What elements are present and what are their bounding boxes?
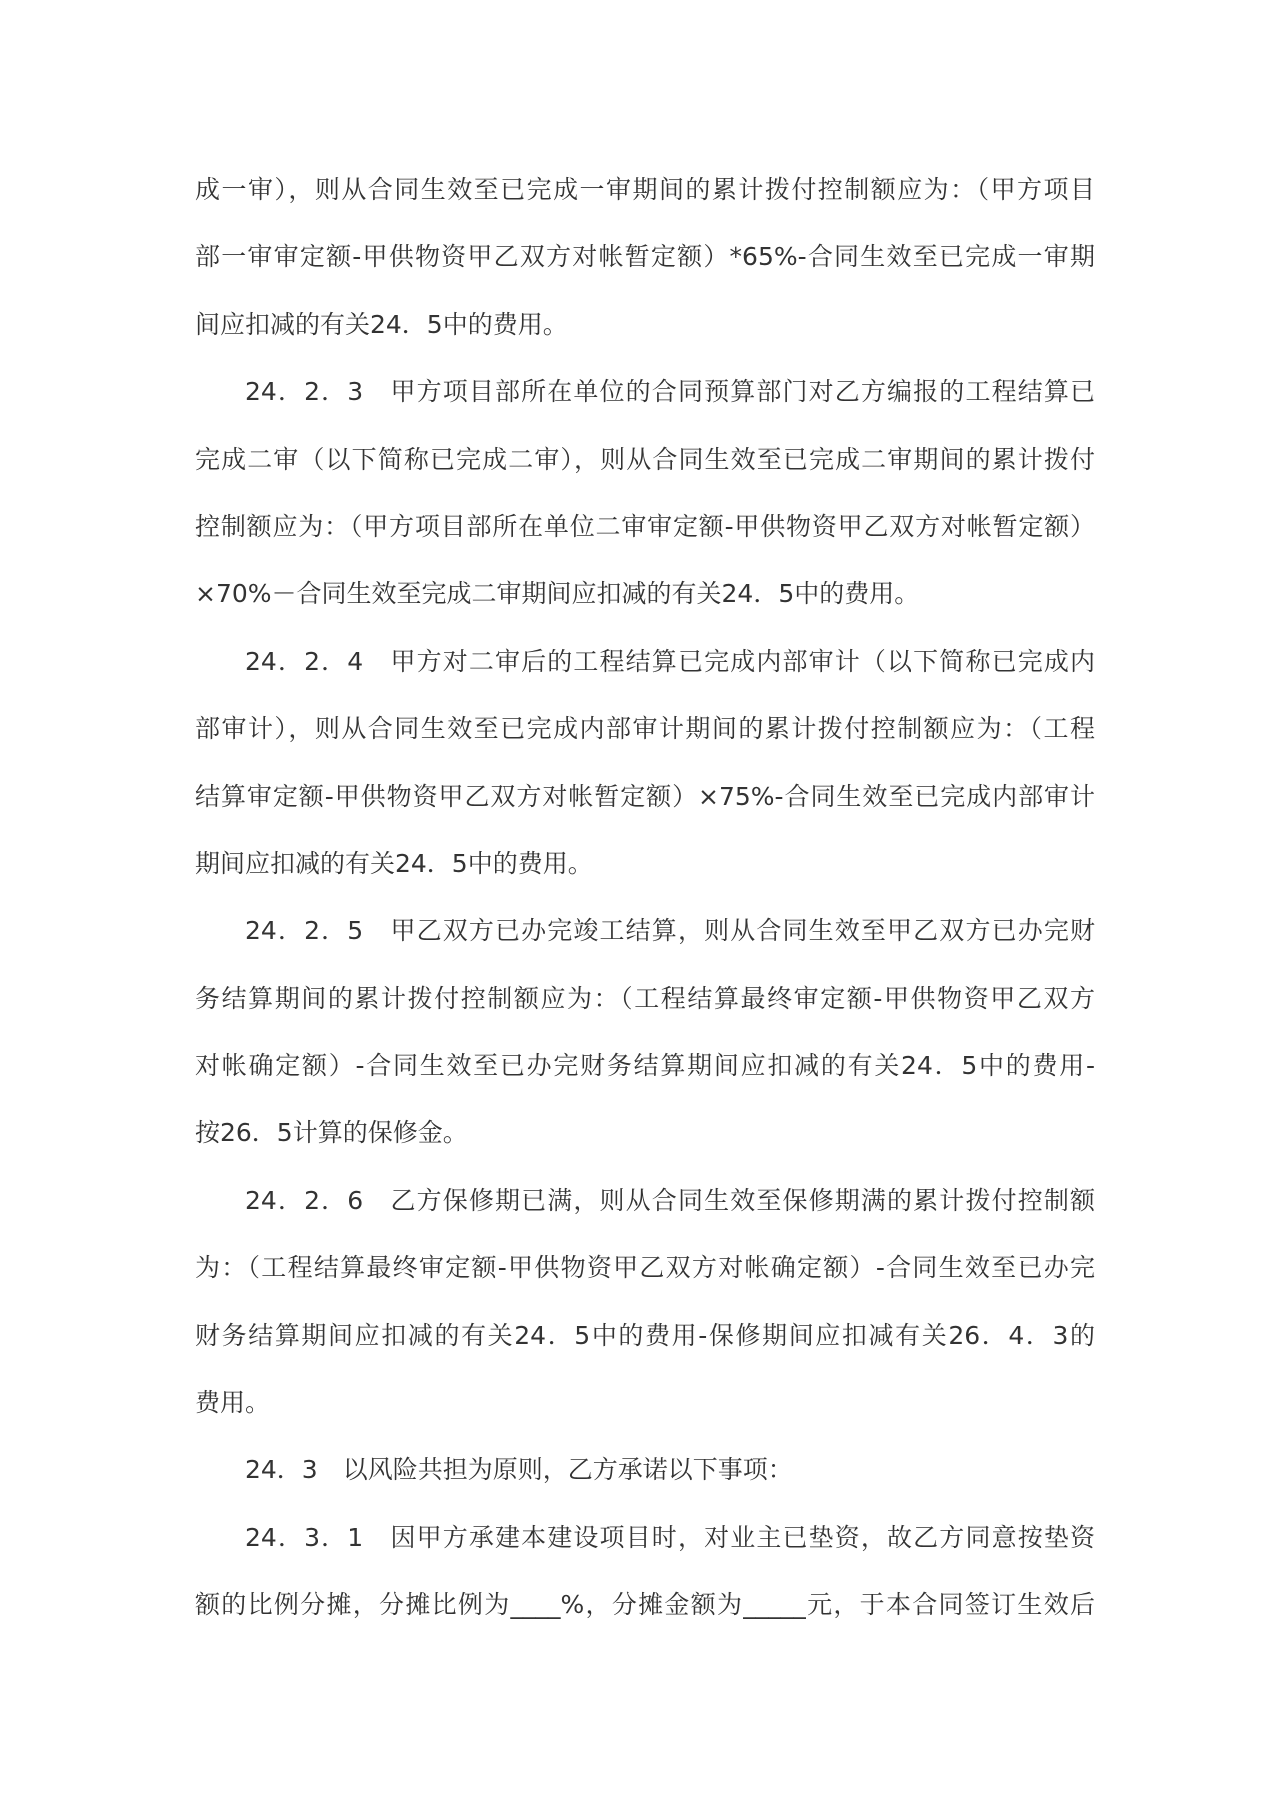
text-line: 控制额应为：（甲方项目部所在单位二审审定额-甲供物资甲乙双方对帐暂定额） xyxy=(195,511,1095,541)
text-line: 财务结算期间应扣减的有关24．5中的费用-保修期间应扣减有关26．4．3的 xyxy=(195,1320,1095,1350)
text-line: 结算审定额-甲供物资甲乙双方对帐暂定额）×75%-合同生效至已完成内部审计 xyxy=(195,781,1095,811)
text-line: 24．2．3 甲方项目部所在单位的合同预算部门对乙方编报的工程结算已 xyxy=(245,377,1095,407)
text-line: 间应扣减的有关24．5中的费用。 xyxy=(195,309,568,339)
text-line: 24．2．5 甲乙双方已办完竣工结算，则从合同生效至甲乙双方已办完财 xyxy=(245,916,1095,946)
paragraph xyxy=(195,628,1095,898)
paragraph xyxy=(195,1504,1095,1639)
text-line: 24．3 以风险共担为原则，乙方承诺以下事项： xyxy=(245,1455,793,1485)
text-line: 部审计），则从合同生效至已完成内部审计期间的累计拨付控制额应为：（工程 xyxy=(195,714,1095,744)
paragraph xyxy=(195,156,1095,358)
paragraph xyxy=(195,358,1095,628)
text-line: 完成二审（以下简称已完成二审），则从合同生效至已完成二审期间的累计拨付 xyxy=(195,444,1095,474)
paragraph xyxy=(195,1167,1095,1437)
text-line: 额的比例分摊，分摊比例为____%，分摊金额为_____元，于本合同签订生效后 xyxy=(195,1590,1095,1620)
text-line: 期间应扣减的有关24．5中的费用。 xyxy=(195,848,593,878)
paragraph xyxy=(195,897,1095,1167)
text-line: 24．2．6 乙方保修期已满，则从合同生效至保修期满的累计拨付控制额 xyxy=(245,1185,1095,1215)
document-body xyxy=(195,156,1095,1639)
text-line: 按26．5计算的保修金。 xyxy=(195,1118,468,1148)
text-line: 务结算期间的累计拨付控制额应为：（工程结算最终审定额-甲供物资甲乙双方 xyxy=(195,983,1095,1013)
text-line: 对帐确定额）-合同生效至已办完财务结算期间应扣减的有关24．5中的费用- xyxy=(195,1051,1095,1081)
text-line: ×70%－合同生效至完成二审期间应扣减的有关24．5中的费用。 xyxy=(195,579,920,609)
text-line: 24．3．1 因甲方承建本建设项目时，对业主已垫资，故乙方同意按垫资 xyxy=(245,1522,1095,1552)
text-line: 费用。 xyxy=(195,1388,271,1418)
text-line: 为：（工程结算最终审定额-甲供物资甲乙双方对帐确定额）-合同生效至已办完 xyxy=(195,1253,1095,1283)
paragraph xyxy=(195,1436,1095,1503)
text-line: 成一审），则从合同生效至已完成一审期间的累计拨付控制额应为：（甲方项目 xyxy=(195,175,1095,204)
text-line: 24．2．4 甲方对二审后的工程结算已完成内部审计（以下简称已完成内 xyxy=(245,646,1095,676)
text-line: 部一审审定额-甲供物资甲乙双方对帐暂定额）*65%-合同生效至已完成一审期 xyxy=(195,242,1095,272)
